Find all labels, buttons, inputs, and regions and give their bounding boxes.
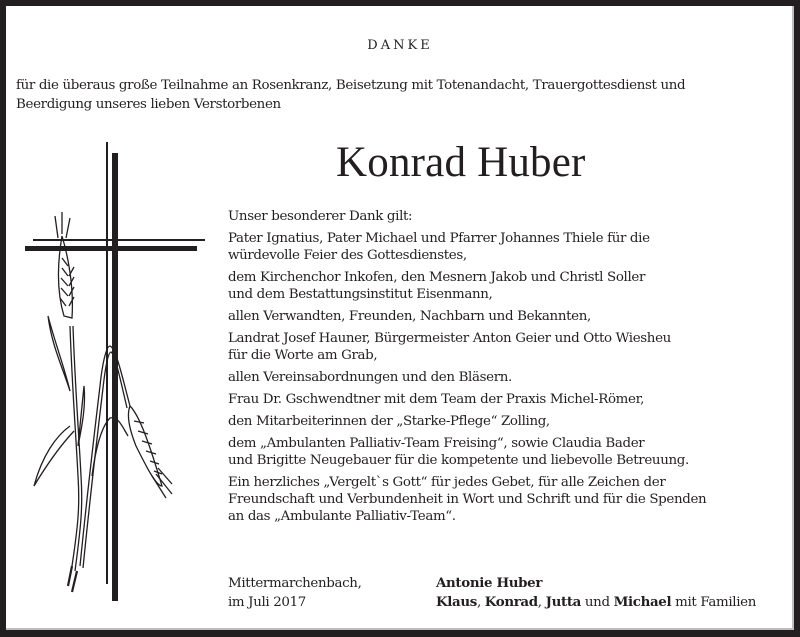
text-line: würdevolle Feier des Gottesdienstes, <box>228 248 467 263</box>
text-line: Frau Dr. Gschwendtner mit dem Team der Praxis Michel-Römer, <box>228 392 645 407</box>
separator: und <box>580 595 614 610</box>
intro-line: Beerdigung unseres lieben Verstorbenen <box>16 97 281 112</box>
signatory-name: Jutta <box>545 594 581 610</box>
text-line: Freundschaft und Verbundenheit in Wort und Schrift und für die Spenden <box>228 492 707 507</box>
paragraph <box>228 330 788 364</box>
paragraph <box>228 413 788 430</box>
separator: , <box>537 595 546 610</box>
paragraph <box>228 230 788 264</box>
text-line: den Mitarbeiterinnen der „Starke-Pflege“ Zolling, <box>228 414 550 429</box>
paragraph <box>228 269 788 303</box>
signatory-primary: Antonie Huber <box>436 575 543 591</box>
text-line: Ein herzliches „Vergelt`s Gott“ für jedes Gebet, für alle Zeichen der <box>228 475 666 490</box>
place: Mittermarchenbach, <box>228 576 362 591</box>
place-date <box>228 574 361 612</box>
paragraph <box>228 435 788 469</box>
acknowledgements <box>228 208 788 530</box>
paragraph <box>228 391 788 408</box>
signatory-name: Konrad <box>484 594 538 610</box>
paragraph <box>228 308 788 325</box>
deceased-name: Konrad Huber <box>336 139 586 186</box>
text-line: dem Kirchenchor Inkofen, den Mesnern Jakob und Christl Soller <box>228 270 646 285</box>
paragraph <box>228 369 788 386</box>
text-line: Unser besonderer Dank gilt: <box>228 209 413 224</box>
signatories <box>436 574 756 612</box>
text-line: und Brigitte Neugebauer für die kompetente und liebevolle Betreuung. <box>228 453 689 468</box>
text-line: für die Worte am Grab, <box>228 348 378 363</box>
intro-text <box>16 76 791 114</box>
signatory-name: Klaus <box>436 594 477 610</box>
paragraph <box>228 208 788 225</box>
intro-line: für die überaus große Teilnahme an Rosenkranz, Beisetzung mit Totenandacht, Trauergottesdienst und <box>16 78 686 93</box>
text-line: allen Verwandten, Freunden, Nachbarn und Bekannten, <box>228 309 591 324</box>
text-line: Landrat Josef Hauner, Bürgermeister Anton Geier und Otto Wiesheu <box>228 331 671 346</box>
text-line: und dem Bestattungsinstitut Eisenmann, <box>228 287 493 302</box>
paragraph <box>228 474 788 525</box>
separator: , <box>476 595 485 610</box>
date: im Juli 2017 <box>228 595 306 610</box>
text-line: Pater Ignatius, Pater Michael und Pfarrer Johannes Thiele für die <box>228 231 650 246</box>
obituary-notice <box>6 6 794 630</box>
text-line: allen Vereinsabordnungen und den Bläsern. <box>228 370 512 385</box>
family-suffix: mit Familien <box>671 595 757 610</box>
heading-danke: DANKE <box>367 38 433 53</box>
text-line: dem „Ambulanten Palliativ-Team Freising“, sowie Claudia Bader <box>228 436 645 451</box>
signatory-family <box>436 593 756 612</box>
signatory-name: Michael <box>613 594 672 610</box>
text-line: an das „Ambulante Palliativ-Team“. <box>228 509 456 524</box>
